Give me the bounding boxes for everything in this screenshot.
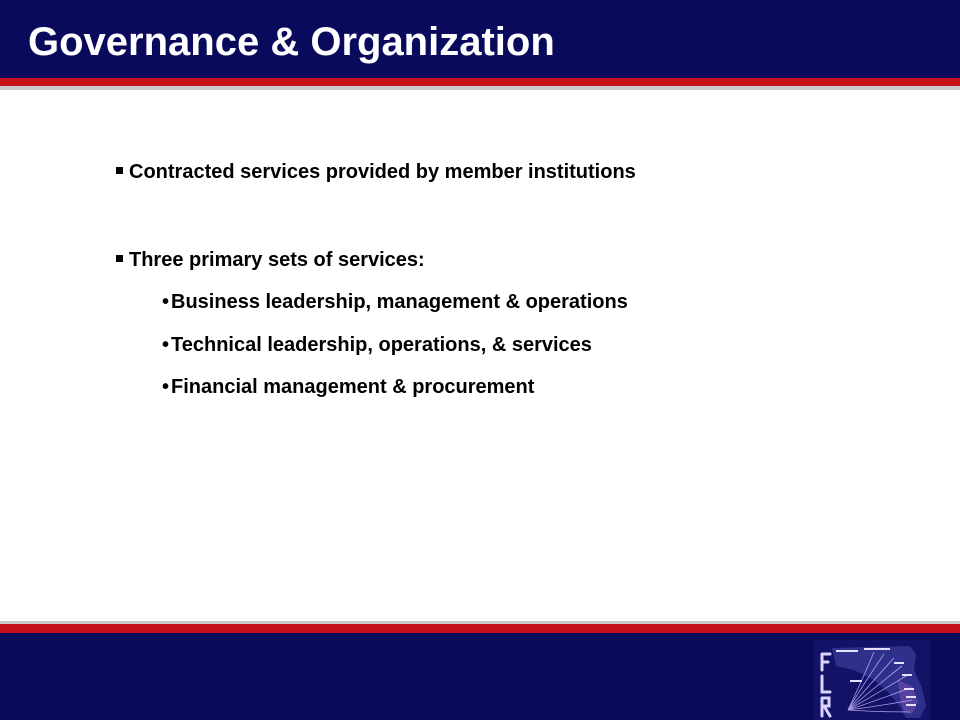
sub-bullet-text: Financial management & procurement: [171, 376, 535, 398]
bullet-item: [116, 250, 425, 270]
dot-bullet-icon: •: [162, 291, 170, 313]
dot-bullet-icon: •: [162, 376, 170, 398]
sub-bullet-text: Business leadership, management & operations: [171, 291, 628, 313]
dot-bullet-icon: •: [162, 334, 170, 356]
slide-title: Governance & Organization: [28, 20, 555, 64]
bullet-text: Contracted services provided by member institutions: [129, 161, 636, 183]
sub-bullet-text: Technical leadership, operations, & services: [171, 334, 592, 356]
header-grey-rule: [0, 86, 960, 90]
flr-logo: [814, 640, 930, 720]
bullet-item: [116, 162, 636, 182]
square-bullet-icon: [116, 167, 123, 174]
bullet-text: Three primary sets of services:: [129, 249, 425, 271]
sub-bullet-item: [162, 377, 534, 397]
square-bullet-icon: [116, 255, 123, 262]
title-bar: [0, 0, 960, 78]
flr-logo-graphic: [814, 640, 930, 720]
sub-bullet-item: [162, 335, 592, 355]
footer-red-rule: [0, 624, 960, 633]
sub-bullet-item: [162, 292, 628, 312]
header-red-rule: [0, 78, 960, 86]
